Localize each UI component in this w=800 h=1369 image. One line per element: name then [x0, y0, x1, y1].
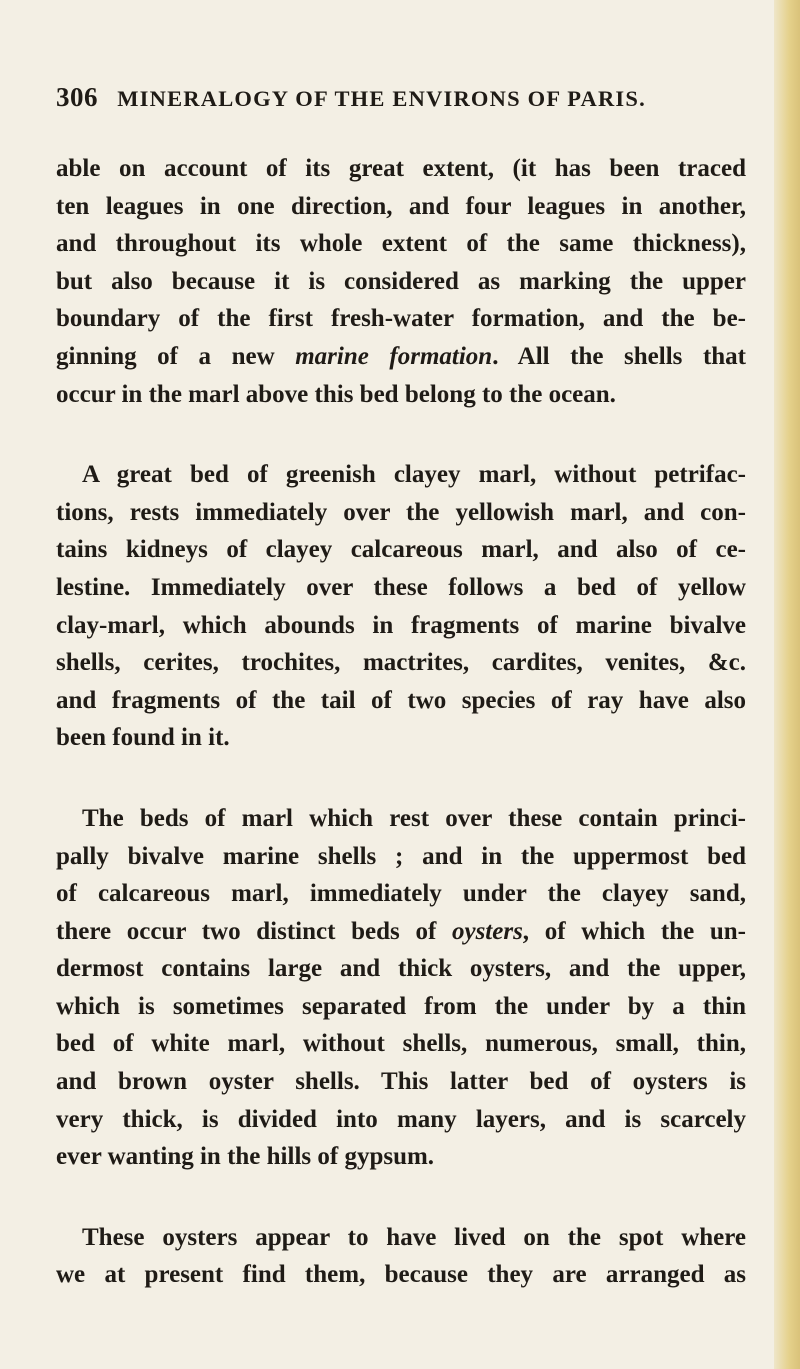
- text-line: shells, cerites, trochites, mactrites, cardites, venites, &c.: [56, 649, 746, 677]
- text-line: we at present find them, because they are arranged as: [56, 1261, 746, 1289]
- text-line: ever wanting in the hills of gypsum.: [56, 1143, 435, 1171]
- text-line: pally bivalve marine shells ; and in the uppermost bed: [56, 842, 746, 870]
- text-line: of calcareous marl, immediately under the clayey sand,: [56, 880, 746, 908]
- text-line: occur in the marl above this bed belong to the ocean.: [56, 380, 616, 408]
- text-line: lestine. Immediately over these follows a bed of yellow: [56, 573, 746, 601]
- paragraph: [56, 456, 746, 757]
- paragraph: [56, 150, 746, 413]
- page-header-title: MINERALOGY OF THE ENVIRONS OF PARIS.: [117, 86, 646, 111]
- text-line: which is sometimes separated from the under by a thin: [56, 992, 746, 1020]
- text-line: ginning of a new marine formation. All the shells that: [56, 342, 747, 370]
- text-line: bed of white marl, without shells, numerous, small, thin,: [56, 1030, 746, 1058]
- text-line: and brown oyster shells. This latter bed of oysters is: [56, 1068, 746, 1096]
- text-line: These oysters appear to have lived on the spot where: [82, 1223, 746, 1251]
- page-number: 306: [56, 82, 98, 112]
- text-line: tions, rests immediately over the yellowish marl, and con-: [56, 498, 746, 526]
- text-line: tains kidneys of clayey calcareous marl, and also of ce-: [56, 536, 746, 564]
- text-line: ten leagues in one direction, and four leagues in another,: [56, 192, 746, 220]
- text-line: and throughout its whole extent of the same thickness),: [56, 230, 746, 258]
- running-head: [56, 82, 736, 113]
- text-line: clay-marl, which abounds in fragments of marine bivalve: [56, 611, 746, 639]
- paragraph: [56, 800, 746, 1176]
- body-text: [56, 150, 746, 1294]
- text-line: The beds of marl which rest over these contain princi-: [82, 804, 746, 832]
- text-line: boundary of the first fresh-water formation, and the be-: [56, 305, 746, 333]
- text-line: able on account of its great extent, (it has been traced: [56, 155, 746, 182]
- text-line: A great bed of greenish clayey marl, without petrifac-: [82, 461, 746, 489]
- text-line: and fragments of the tail of two species of ray have also: [56, 686, 746, 714]
- text-line: been found in it.: [56, 724, 230, 752]
- page-edge: [774, 0, 800, 1369]
- text-line: very thick, is divided into many layers, and is scarcely: [56, 1105, 746, 1133]
- text-line: there occur two distinct beds of oysters, of which the un-: [56, 917, 746, 945]
- paragraph: [56, 1219, 746, 1294]
- text-line: but also because it is considered as marking the upper: [56, 267, 746, 295]
- text-line: dermost contains large and thick oysters, and the upper,: [56, 955, 746, 983]
